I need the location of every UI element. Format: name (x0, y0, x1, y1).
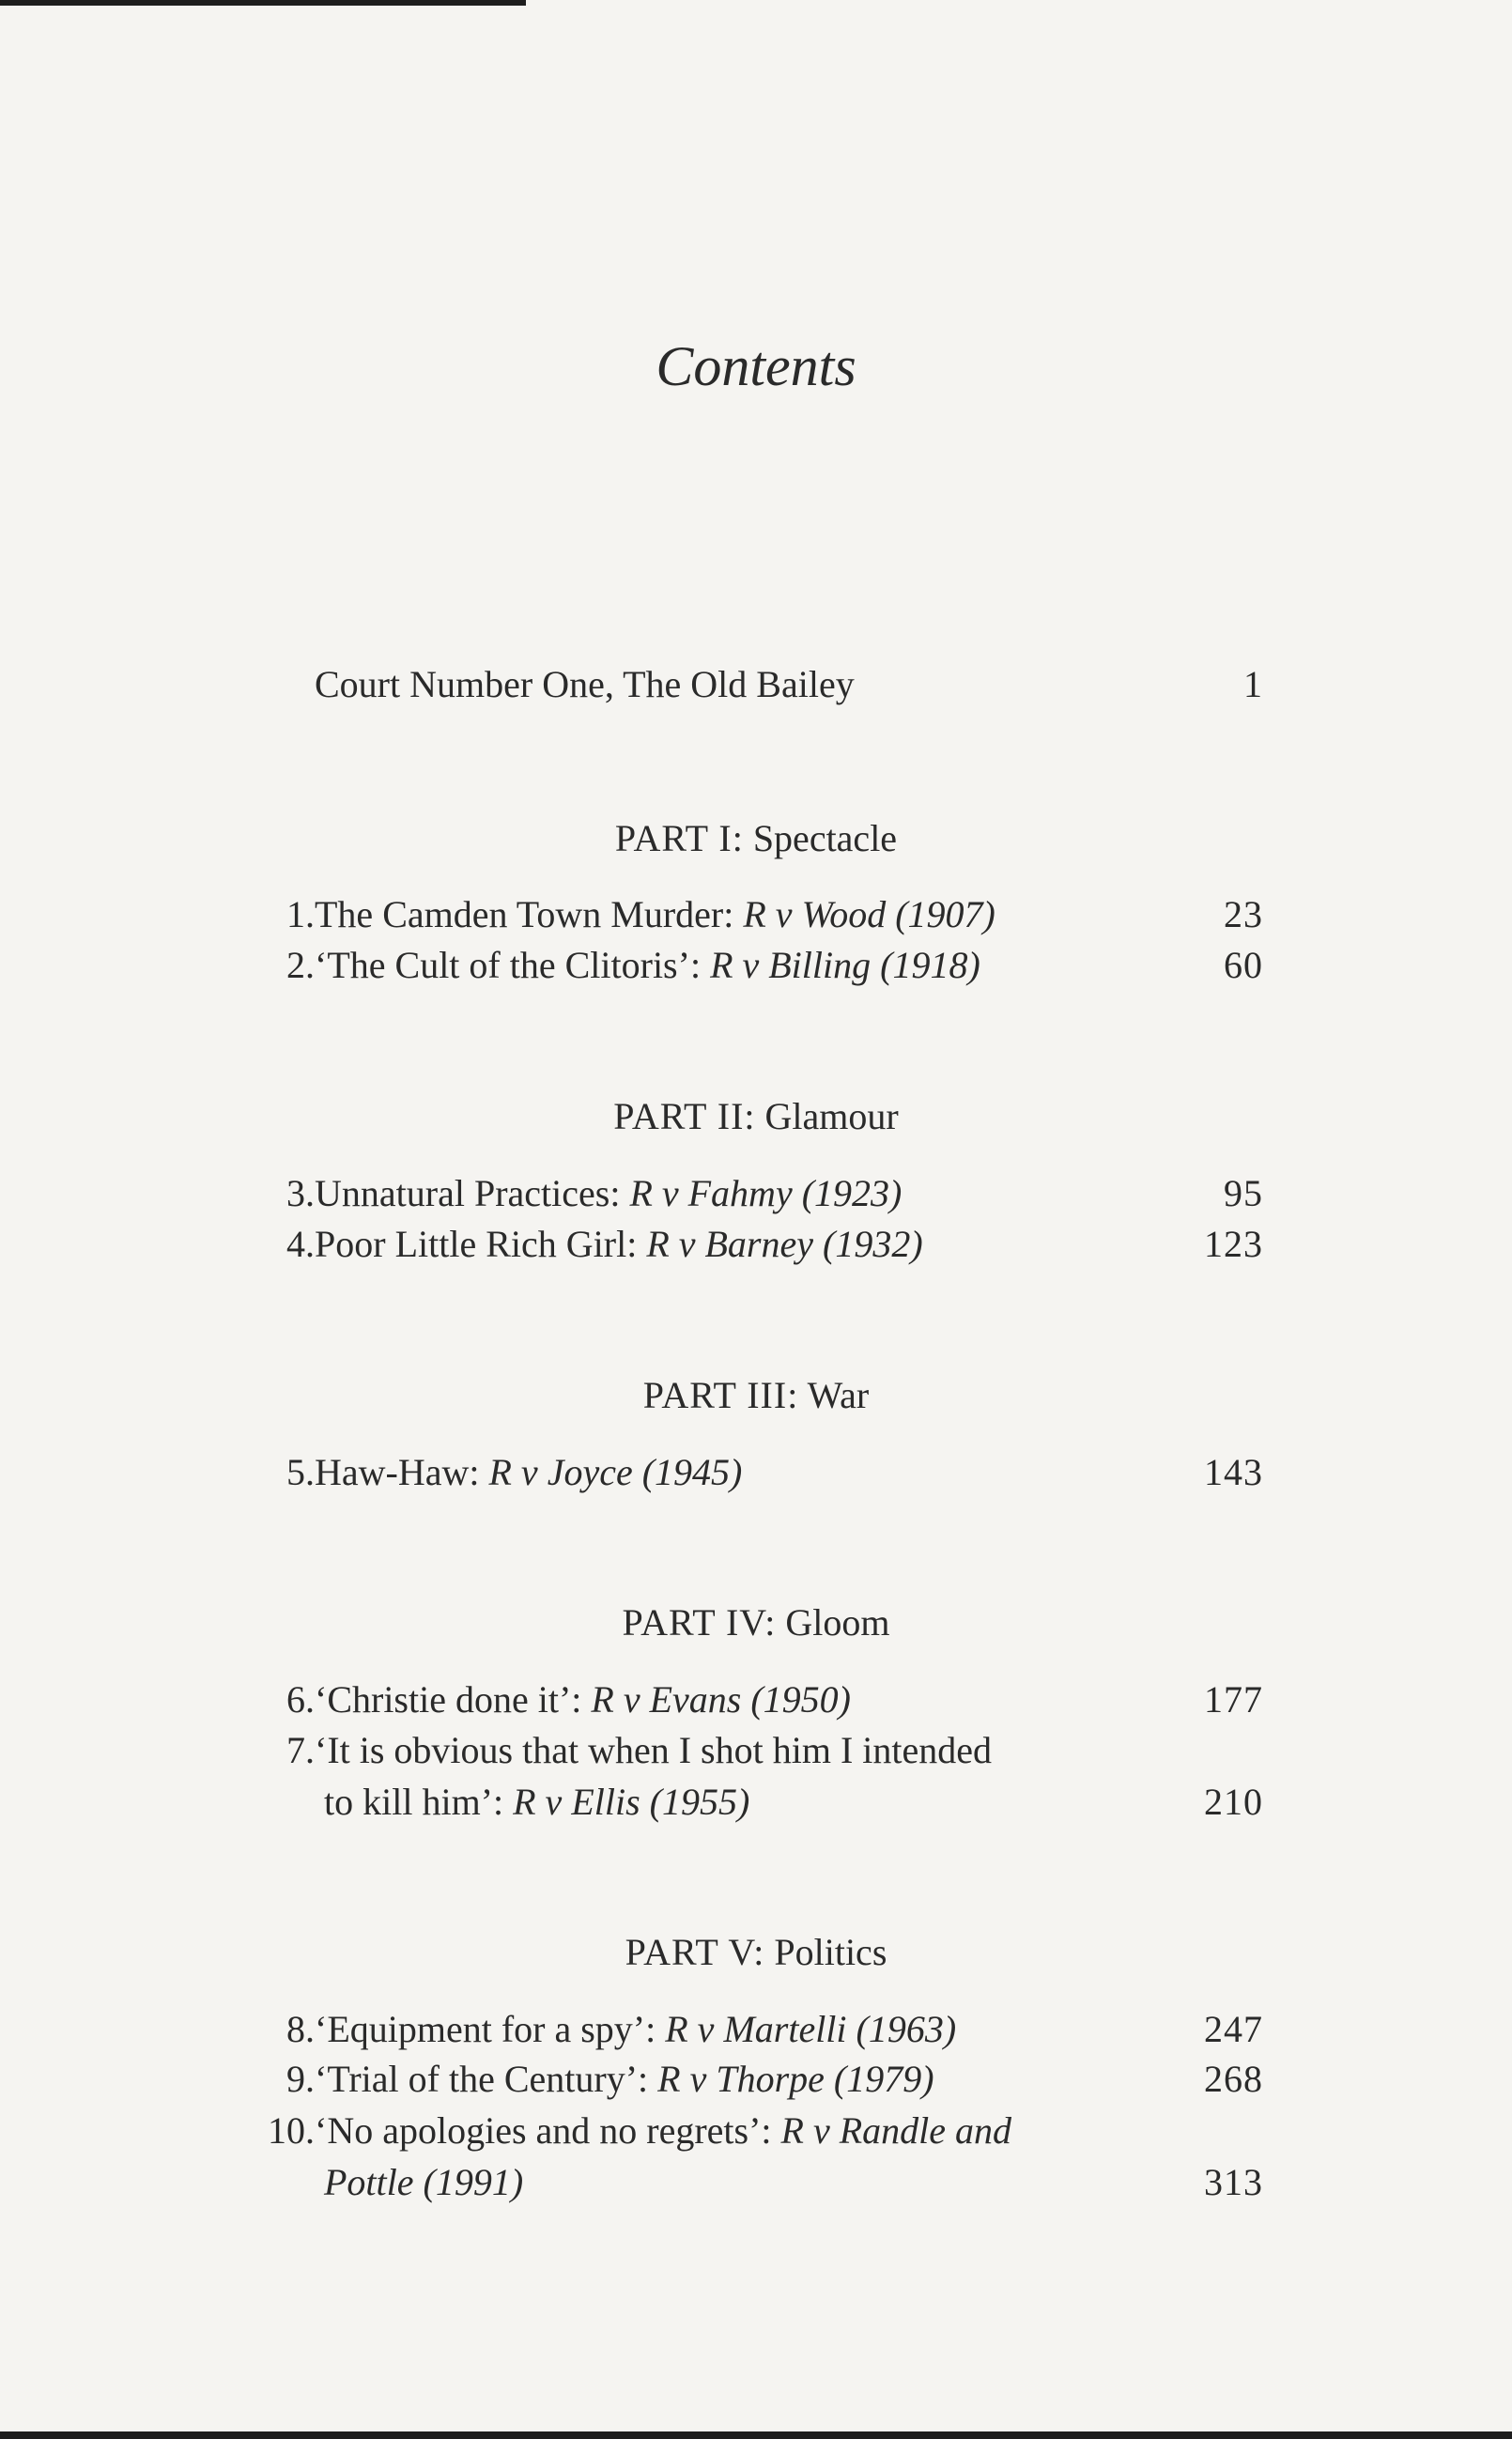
scan-edge-bottom (0, 2431, 1512, 2439)
entry-case: R v Wood (1907) (743, 893, 995, 935)
entry-number: 4. (286, 1223, 315, 1265)
entry-page: 60 (1224, 944, 1263, 986)
entry-number: 10. (268, 2109, 315, 2152)
entry-title: ‘No apologies and no regrets’: (315, 2109, 772, 2152)
entry-title: ‘Trial of the Century’: (315, 2058, 649, 2100)
entry-number: 1. (286, 893, 315, 935)
entry-case: R v Thorpe (1979) (657, 2058, 934, 2100)
entry-page: 177 (1204, 1678, 1263, 1721)
entry-number: 2. (286, 944, 315, 986)
toc-entry-9[interactable] (0, 2057, 1512, 2113)
entry-case: R v Fahmy (1923) (629, 1172, 903, 1214)
toc-entry-1[interactable] (0, 892, 1512, 949)
entry-page: 210 (1204, 1781, 1263, 1823)
toc-entry-10-continued[interactable] (0, 2160, 1512, 2216)
entry-number: 5. (286, 1451, 315, 1493)
entry-case: R v Ellis (1955) (513, 1781, 750, 1823)
part-name: Politics (774, 1931, 887, 1973)
entry-page: 1 (1243, 663, 1263, 705)
entry-number: 7. (286, 1729, 315, 1771)
entry-case: R v Barney (1932) (646, 1223, 923, 1265)
toc-entry-3[interactable] (0, 1171, 1512, 1227)
entry-title: Unnatural Practices: (315, 1172, 621, 1214)
toc-entry-7[interactable] (0, 1728, 1512, 1784)
entry-page: 268 (1204, 2058, 1263, 2100)
entry-case: R v Randle and (780, 2109, 1012, 2152)
part-name: Glamour (764, 1095, 899, 1137)
part-label: PART IV: (622, 1601, 777, 1644)
entry-number: 8. (286, 2008, 315, 2050)
toc-entry-5[interactable] (0, 1450, 1512, 1506)
entry-title: ‘Christie done it’: (315, 1678, 582, 1721)
entry-number: 6. (286, 1678, 315, 1721)
toc-entry-8[interactable] (0, 2007, 1512, 2063)
entry-page: 23 (1224, 893, 1263, 935)
part-label: PART II: (613, 1095, 756, 1137)
entry-case: R v Billing (1918) (710, 944, 980, 986)
entry-number: 3. (286, 1172, 315, 1214)
entry-title: The Camden Town Murder: (315, 893, 734, 935)
part-heading-5 (0, 1930, 1512, 1974)
part-label: PART V: (625, 1931, 765, 1973)
part-name: War (807, 1374, 870, 1416)
scan-edge-top (0, 0, 526, 6)
entry-title: ‘The Cult of the Clitoris’: (315, 944, 702, 986)
toc-entry-prologue[interactable] (0, 662, 1512, 718)
entry-case: R v Evans (1950) (591, 1678, 851, 1721)
part-heading-2 (0, 1094, 1512, 1138)
part-label: PART III: (642, 1374, 799, 1416)
toc-entry-7-continued[interactable] (0, 1780, 1512, 1836)
entry-case-continued: Pottle (1991) (324, 2161, 524, 2203)
page-title: Contents (656, 335, 856, 397)
entry-page: 95 (1224, 1172, 1263, 1214)
part-heading-1 (0, 816, 1512, 860)
entry-page: 123 (1204, 1223, 1263, 1265)
entry-page: 143 (1204, 1451, 1263, 1493)
entry-case: R v Joyce (1945) (488, 1451, 743, 1493)
part-heading-3 (0, 1373, 1512, 1417)
entry-number: 9. (286, 2058, 315, 2100)
entry-title: Court Number One, The Old Bailey (315, 663, 855, 705)
entry-page: 313 (1204, 2161, 1263, 2203)
toc-entry-4[interactable] (0, 1222, 1512, 1278)
entry-title: Poor Little Rich Girl: (315, 1223, 638, 1265)
toc-entry-6[interactable] (0, 1677, 1512, 1734)
part-heading-4 (0, 1600, 1512, 1644)
part-label: PART I: (614, 817, 744, 859)
entry-title: Haw-Haw: (315, 1451, 480, 1493)
part-name: Gloom (785, 1601, 890, 1644)
entry-title-continued: to kill him’: (324, 1781, 504, 1823)
entry-case: R v Martelli (1963) (665, 2008, 957, 2050)
entry-title: ‘It is obvious that when I shot him I intended (315, 1729, 993, 1771)
entry-title: ‘Equipment for a spy’: (315, 2008, 656, 2050)
toc-entry-2[interactable] (0, 943, 1512, 999)
entry-page: 247 (1204, 2008, 1263, 2050)
part-name: Spectacle (752, 817, 898, 859)
toc-entry-10[interactable] (0, 2108, 1512, 2165)
